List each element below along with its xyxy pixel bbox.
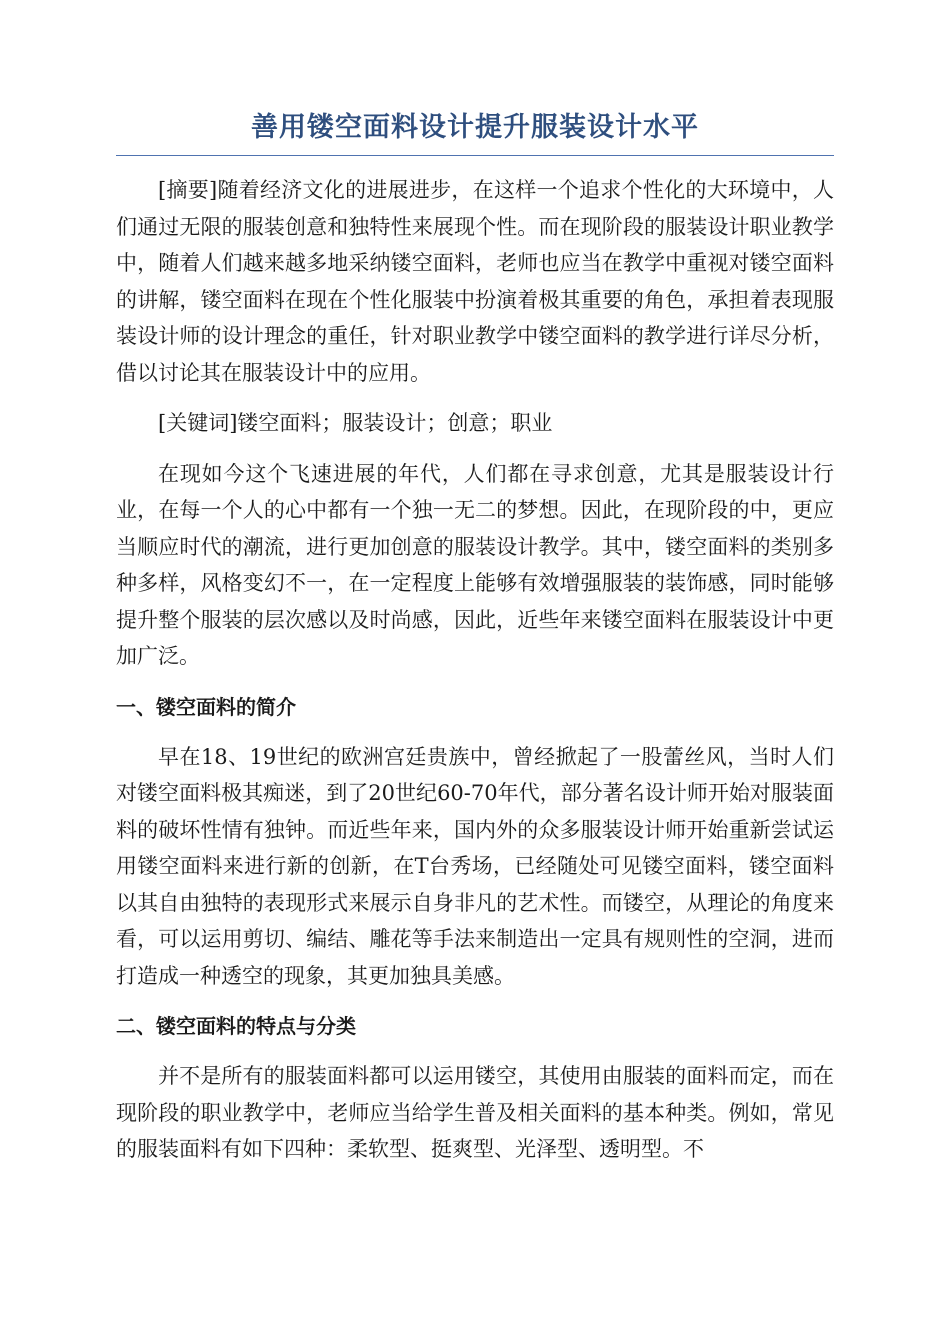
document-page [116, 108, 834, 1182]
abstract-paragraph: [摘要]随着经济文化的进展进步，在这样一个追求个性化的大环境中，人们通过无限的服装创意和独特性来展现个性。而在现阶段的服装设计职业教学中，随着人们越来越多地采纳镂空面料，老师也应当在教学中重视对镂空面料的讲解，镂空面料在现在个性化服装中扮演着极其重要的角色，承担着表现服装设计师的设计理念的重任，针对职业教学中镂空面料的教学进行详尽分析，借以讨论其在服装设计中的应用。 [116, 178, 834, 385]
keywords-paragraph: [关键词]镂空面料；服装设计；创意；职业 [158, 411, 553, 435]
section-2-paragraph: 并不是所有的服装面料都可以运用镂空，其使用由服装的面料而定，而在现阶段的职业教学中，老师应当给学生普及相关面料的基本种类。例如，常见的服装面料有如下四种：柔软型、挺爽型、光泽型、透明型。不 [116, 1064, 834, 1161]
title-underline [116, 155, 834, 156]
intro-paragraph: 在现如今这个飞速进展的年代，人们都在寻求创意，尤其是服装设计行业，在每一个人的心中都有一个独一无二的梦想。因此，在现阶段的中，更应当顺应时代的潮流，进行更加创意的服装设计教学。其中，镂空面料的类别多种多样，风格变幻不一，在一定程度上能够有效增强服装的装饰感，同时能够提升整个服装的层次感以及时尚感，因此，近些年来镂空面料在服装设计中更加广泛。 [116, 461, 834, 668]
section-1-heading: 一、镂空面料的简介 [116, 694, 296, 719]
section-1-paragraph: 早在18、19世纪的欧洲宫廷贵族中，曾经掀起了一股蕾丝风，当时人们对镂空面料极其痴迷，到了20世纪60-70年代，部分著名设计师开始对服装面料的破坏性情有独钟。而近些年来，国内外的众多服装设计师开始重新尝试运用镂空面料来进行新的创新，在T台秀场，已经随处可见镂空面料，镂空面料以其自由独特的表现形式来展示自身非凡的艺术性。而镂空，从理论的角度来看，可以运用剪切、编结、雕花等手法来制造出一定具有规则性的空洞，进而打造成一种透空的现象，其更加独具美感。 [116, 744, 834, 988]
document-title: 善用镂空面料设计提升服装设计水平 [251, 112, 699, 143]
section-2-heading: 二、镂空面料的特点与分类 [116, 1014, 356, 1038]
